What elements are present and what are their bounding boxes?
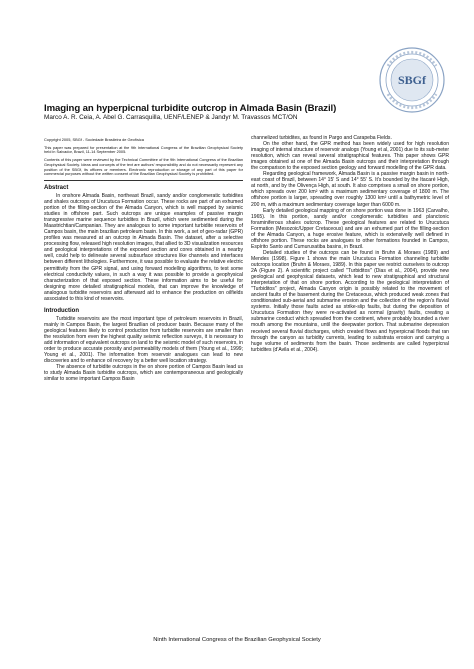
right-paragraph-0: channelized turbidites, as found in Pargo and Carapeba Fields. <box>251 135 392 141</box>
copyright-note: Copyright 2005, SBGf - Sociedade Brasileira de Geofísica <box>44 137 144 142</box>
right-paragraph-3: Early detailed geological mapping of on shore portion was done in 1963 (Carvalho, 1965). In this portion, sandy and/or conglomeratic turbidites and planctonic foraminiferous shales outcrop. These geological features are related to Urucutuca Formation (Mesozoic/Upper Cretaceous) and are an exhumed part of the filling-section of the Almada Canyon, a huge erosive feature, which is extensivelly well defined in offshore portion. These rocks are analogues to other formations founded in Campos, Espírito Santo and Cumuruxatiba basins, in Brazil. <box>251 207 449 250</box>
divider <box>44 180 243 181</box>
abstract-heading: Abstract <box>44 184 69 191</box>
presentation-note: This paper was prepared for presentation at the 9th International Congress of the Brazilian Geophysical Society held in Salvador, Brazil, 11-14 September 2005. <box>44 144 243 155</box>
left-column <box>44 138 243 382</box>
sbgf-logo-icon <box>378 46 446 114</box>
right-column <box>251 135 449 353</box>
intro-paragraph-2: The absence of turbidite outcrops in the on shore portion of Campos Basin lead us to study Almada Basin turbidite outcrops, which are contemporaneous and geologically similar to some important Campos Basin <box>44 364 243 383</box>
logo-text: SBGf <box>397 73 427 87</box>
intro-paragraph-1: Turbidite reservoirs are the most important type of petroleum reservoirs in Brazil, mainly in Campos Basin, the largest Brazilian oil producer basin. Because many of the geological features likely to control production from turbidite reservoirs are smaller than the resolution from even the highest quality seismic reflection surveys, it is necessary to add information of equivalent outcrops on land to the seismic model of such reservoirs, in order to produce accurate porosity and permeability models of them (Young et al., 1999; Young et al., 2001). The information from reservoir analogues can lead to new discoveries and to enhance oil recovery by a better well location strategy. <box>44 315 243 365</box>
right-paragraph-1: On the other hand, the GPR method has been widely used for high resolution imaging of internal structure of reservoir analogs (Young et al, 2001) due to its sub-meter resolution, which can reveal several stratigraphical features. This paper shows GPR images obtained at one of the Almada Basin outcrops and their interpretation through the comparison to the exposed section geology and forward modelling of the GPR data. <box>251 141 449 172</box>
review-note: Contents of this paper were reviewed by the Technical Committee of the 9th International Congress of the Brazilian Geophysical Society. Ideas and concepts of the text are authors' responsibility and do not necessarily represent any position of the SBGf, its officers or members. Electronic reproduction or storage of any part of this paper for commercial purposes without the written consent of the Brazilian Geophysical Society is prohibited. <box>44 157 243 177</box>
introduction-heading: Introduction <box>44 307 79 314</box>
page-footer: Ninth International Congress of the Brazilian Geophysical Society <box>153 637 321 643</box>
right-paragraph-2: Regarding geological framework, Almada Basin is a passive margin basin in north-east coast of Brazil, between 14° 15' S and 14° 55' S. It's bounded by the Itacaré High, at north, and by the Olivença High, at south. It also comprises a small on shore portion, which spreads over 200 km² with a maximum sedimentary coverage of 1800 m. The offshore portion is larger, spreading over roughly 1300 km² until a bathymetric level of 200 m, with a maximum sedimentary coverage larger than 6000 m. <box>251 171 449 208</box>
paper-authors: Marco A. R. Ceia, A. Abel G. Carrasquilla, UENF/LENEP & Jandyr M. Travassos MCT/ON <box>44 114 298 121</box>
paper-title: Imaging an hyperpicnal turbidite outcrop in Almada Basin (Brazil) <box>44 103 337 114</box>
right-paragraph-4: Detailed studies of the outcrops can be found in Bruhn & Moraes (1989) and Mendes (1998). Figure 1 shows the main Urucutuca Formation channeling turbidite outcrops location (Bruhn & Moraes, 1989). In this paper we restrict ourselves to outcrop 2A (Figure 2). A scientific project called "Turbiditos" (Dias et al., 2004), provide new geological and geophysical datasets, which lead to new stratigraphical and structural interpretation of that on shore portion. According to the geological interpretation of "Turbiditos" project, Almada Canyon origin is possibly related to the movement of ancient faults of the basement during the Cretaceous, which produced weak zones that conditionated sub-aerial and submarine erosion and the collection of the region's fluvial systems. Initially those faults acted as strike-slip faults, but during the deposition of Urucutuca Formation they were re-activated as normal (gravity) faults, creating a submarine conduct which spreaded from the continent, where probably bounded a river mouth among the mountains, until the deepwater portion. That submarine depression received several fluvial discharges, which created flows and hyperpicnal floods that ran through the canyon as turbidity currents, leading to substrata erosion and carrying a huge volume of sediments from the basin. Those sediments are called hyperpicnal turbidites (d'Avila et al., 2004). <box>251 249 449 353</box>
abstract-text: In onshore Almada Basin, northeast Brazil, sandy and/or conglomeratic turbidites and shales outcrops of Urucutuca Formation occur. These rocks are part of an exhumed portion of the filling-section of the Almada Canyon, which is well mapped by seismic studies in offshore part. Such outcrops are unique examples of passive margin transgressive marine sequence turbidites in Brazil, which were sedimented during the Maastrichtian/Campanian. They are analogous to some important turbidite reservoirs of Campos basin, the main brazilian petroleum basin. In this work, a set of geo-radar (GPR) profiles was measured at an outcrop in Almada Basin. The dataset, after a selective processing flow, released high resolution images, that allied to 3D visualization resources and geological interpretations of the exposed section and cores obtained in a nearby well, could help to delineate several subsurface structures like channels and interfaces between different lithologies. Furthermore, it was possible to evaluate the relative electric permittivity from the GPR signal, and using forward modelling algorithms, to test some electrical conductivity values, in such a way it was possible to provide a geophysical characterization of that exposed section. These information aims to be useful for designing more detailed stratigraphical models, that can improve the knowledge of analogous turbidite reservoirs and afterward aid to enhance the production on oilfields associated to this kind of reservoirs. <box>44 192 243 302</box>
